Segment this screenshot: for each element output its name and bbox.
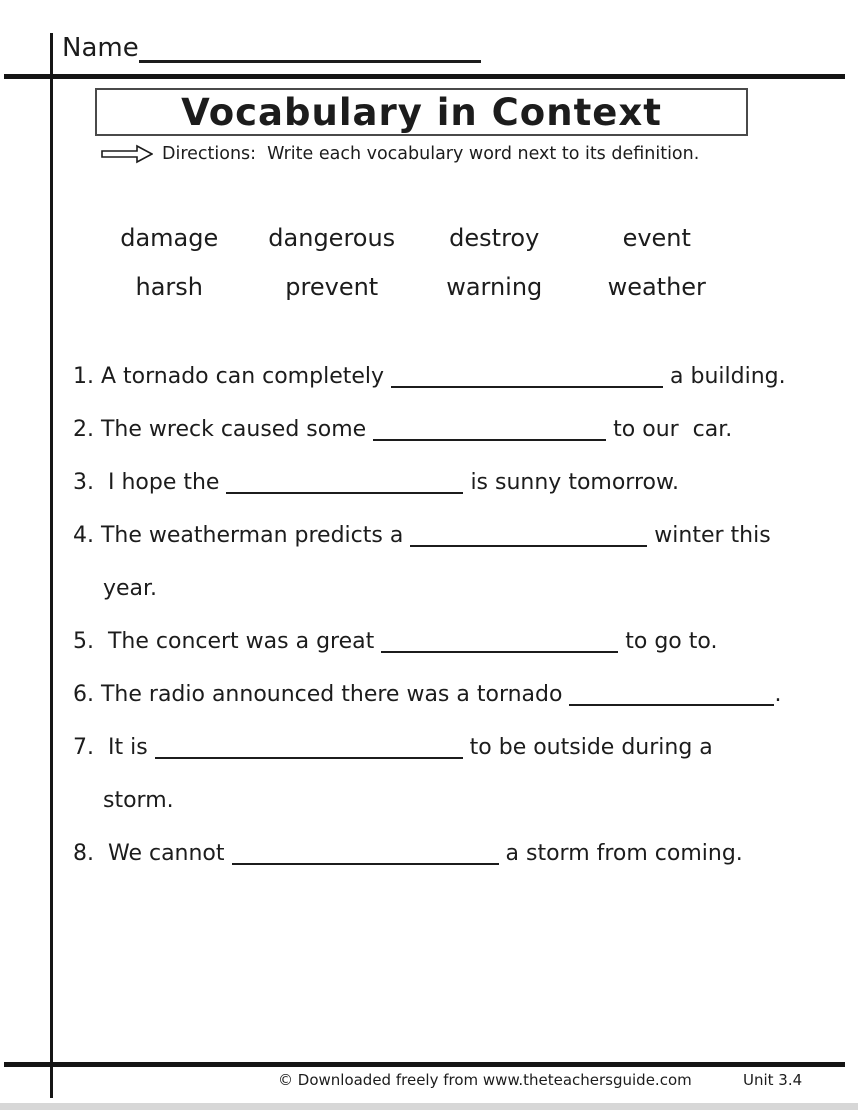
sentence-continuation (73, 562, 855, 615)
word-bank (88, 224, 738, 301)
directions-label: Directions: (162, 144, 257, 164)
name-underline (139, 36, 481, 63)
sentence-row (73, 509, 855, 562)
sentence-row (73, 668, 855, 721)
sentence-text: a storm from coming. (498, 841, 743, 866)
sentence-list (73, 350, 855, 880)
blank-line (381, 637, 618, 653)
sentence-row (73, 615, 855, 668)
sentence-text: 7. It is (73, 735, 155, 760)
sentence-text: a building. (663, 364, 786, 389)
blank-line (155, 743, 463, 759)
footer-rule (4, 1062, 845, 1067)
blank-line (569, 690, 774, 706)
sentence-text: storm. (103, 788, 174, 813)
sentence-text: 4. The weatherman predicts a (73, 523, 411, 548)
sentence-text: 5. The concert was a great (73, 629, 382, 654)
word-bank-word: dangerous (268, 224, 396, 252)
sentence-row (73, 350, 855, 403)
sentence-text: 2. The wreck caused some (73, 417, 374, 442)
sentence-row (73, 456, 855, 509)
blank-line (232, 849, 499, 865)
name-label: Name (62, 33, 139, 63)
scan-edge (0, 1103, 858, 1110)
sentence-text: 3. I hope the (73, 470, 227, 495)
blank-line (410, 531, 647, 547)
sentence-text: . (774, 682, 782, 707)
sentence-row (73, 403, 855, 456)
sentence-row (73, 827, 855, 880)
word-bank-word: destroy (449, 224, 540, 252)
sentence-text: to be outside during a (462, 735, 713, 760)
sentence-text: year. (103, 576, 158, 601)
word-bank-word: damage (120, 224, 219, 252)
sentence-text: 1. A tornado can completely (73, 364, 392, 389)
title-box (95, 88, 748, 136)
sentence-text: 6. The radio announced there was a tornado (73, 682, 570, 707)
top-rule (4, 74, 845, 79)
directions-row (101, 144, 699, 164)
name-row (62, 33, 481, 63)
footer-credit: © Downloaded freely from www.theteachersguide.com (278, 1071, 692, 1089)
word-bank-word: weather (607, 273, 706, 301)
word-bank-word: warning (446, 273, 543, 301)
sentence-row (73, 721, 855, 774)
blank-line (226, 478, 463, 494)
footer-unit: Unit 3.4 (743, 1071, 803, 1089)
margin-line (50, 33, 53, 1098)
sentence-text: to go to. (618, 629, 718, 654)
sentence-text: is sunny tomorrow. (463, 470, 679, 495)
right-arrow-outline-icon (101, 144, 153, 164)
blank-line (391, 372, 663, 388)
blank-line (373, 425, 606, 441)
directions-text: Write each vocabulary word next to its definition. (267, 144, 700, 164)
word-bank-word: prevent (285, 273, 379, 301)
sentence-continuation (73, 774, 855, 827)
word-bank-word: event (622, 224, 691, 252)
page-title: Vocabulary in Context (181, 90, 662, 134)
sentence-text: winter this (647, 523, 771, 548)
sentence-text: to our car. (606, 417, 733, 442)
word-bank-word: harsh (135, 273, 203, 301)
sentence-text: 8. We cannot (73, 841, 232, 866)
